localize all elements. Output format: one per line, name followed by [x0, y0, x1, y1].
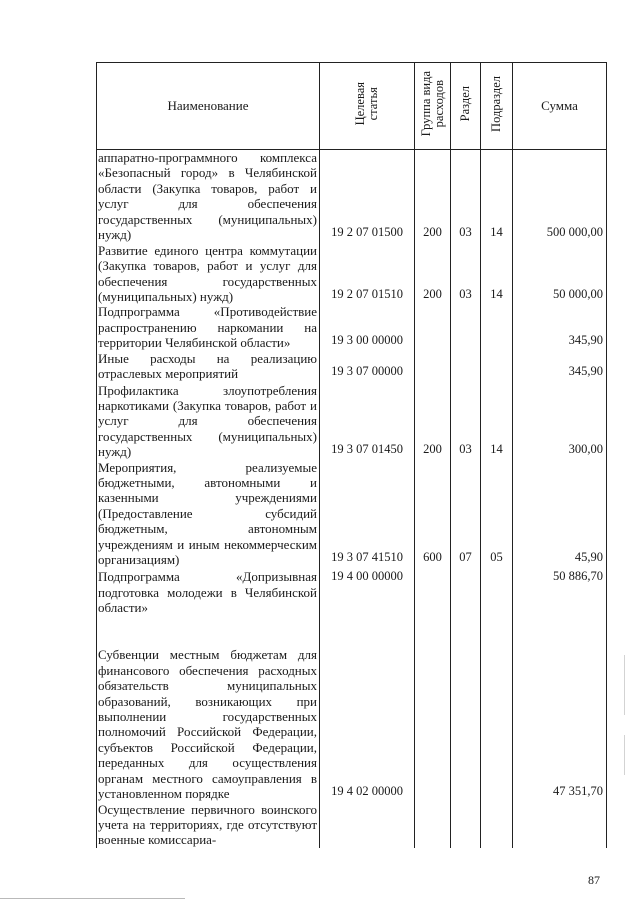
table-row — [97, 382, 607, 460]
table-row — [97, 242, 607, 304]
table-row — [97, 568, 607, 616]
row-name: Профилактика злоупотребления наркотиками (Закупка товаров, работ и услуг для обеспечения государственных (муниципальных) нужд) — [97, 382, 320, 460]
row-expense-group — [415, 802, 451, 848]
row-sum: 300,00 — [513, 382, 607, 460]
scan-edge-mark — [624, 735, 625, 775]
row-expense-group: 200 — [415, 382, 451, 460]
row-expense-group — [415, 616, 451, 802]
scan-edge-mark — [624, 655, 625, 715]
row-target-article: 19 3 07 00000 — [320, 351, 415, 382]
row-section — [451, 304, 481, 350]
page-number: 87 — [588, 873, 600, 887]
row-target-article: 19 3 00 00000 — [320, 304, 415, 350]
budget-table — [96, 62, 607, 848]
table-row — [97, 616, 607, 802]
row-subsection — [481, 568, 513, 616]
row-sum: 50 886,70 — [513, 568, 607, 616]
row-target-article: 19 2 07 01500 — [320, 150, 415, 243]
row-expense-group — [415, 568, 451, 616]
row-subsection — [481, 304, 513, 350]
row-sum: 500 000,00 — [513, 150, 607, 243]
row-target-article — [320, 802, 415, 848]
row-section: 03 — [451, 150, 481, 243]
row-subsection: 14 — [481, 150, 513, 243]
row-section — [451, 351, 481, 382]
header-target-article: Целевая статья — [320, 63, 415, 150]
row-section — [451, 568, 481, 616]
row-target-article: 19 4 02 00000 — [320, 616, 415, 802]
row-section: 03 — [451, 242, 481, 304]
table-row — [97, 460, 607, 568]
row-expense-group: 200 — [415, 150, 451, 243]
header-name: Наименование — [97, 63, 320, 150]
table-row — [97, 351, 607, 382]
row-name: Осуществление первичного воинского учета на территориях, где отсутствуют военные комиссариа- — [97, 802, 320, 848]
row-target-article: 19 3 07 41510 — [320, 460, 415, 568]
row-subsection: 14 — [481, 242, 513, 304]
table-row — [97, 304, 607, 350]
row-sum: 47 351,70 — [513, 616, 607, 802]
row-section: 03 — [451, 382, 481, 460]
row-subsection: 05 — [481, 460, 513, 568]
row-expense-group — [415, 351, 451, 382]
table-row — [97, 802, 607, 848]
row-subsection — [481, 351, 513, 382]
row-target-article: 19 2 07 01510 — [320, 242, 415, 304]
row-name: Иные расходы на реализацию отраслевых мероприятий — [97, 351, 320, 382]
header-section: Раздел — [451, 63, 481, 150]
row-subsection — [481, 802, 513, 848]
row-expense-group: 200 — [415, 242, 451, 304]
row-target-article: 19 4 00 00000 — [320, 568, 415, 616]
row-sum: 50 000,00 — [513, 242, 607, 304]
row-expense-group — [415, 304, 451, 350]
header-sum: Сумма — [513, 63, 607, 150]
row-name: Подпрограмма «Допризывная подготовка молодежи в Челябинской области» — [97, 568, 320, 616]
row-sum: 45,90 — [513, 460, 607, 568]
row-sum: 345,90 — [513, 304, 607, 350]
header-expense-group: Группа вида расходов — [415, 63, 451, 150]
scan-divider-line — [0, 898, 185, 899]
table-header — [97, 63, 607, 150]
row-section: 07 — [451, 460, 481, 568]
row-name: Подпрограмма «Противодействие распространению наркомании на территории Челябинской области» — [97, 304, 320, 350]
row-target-article: 19 3 07 01450 — [320, 382, 415, 460]
row-name: аппаратно-программного комплекса «Безопасный город» в Челябинской области (Закупка товаров, работ и услуг для обеспечения государственных (муниципальных) нужд) — [97, 150, 320, 243]
row-name: Развитие единого центра коммутации (Закупка товаров, работ и услуг для обеспечения государственных (муниципальных) нужд) — [97, 242, 320, 304]
row-sum: 345,90 — [513, 351, 607, 382]
header-subsection: Подраздел — [481, 63, 513, 150]
row-name: Субвенции местным бюджетам для финансового обеспечения расходных обязательств муниципальных образований, возникающих при выполнении государственных полномочий Российской Федерации, субъектов Российской Федерации, переданных для осуществления органам местного самоуправления в установленном порядке — [97, 616, 320, 802]
row-expense-group: 600 — [415, 460, 451, 568]
row-subsection: 14 — [481, 382, 513, 460]
table-body — [97, 150, 607, 848]
row-subsection — [481, 616, 513, 802]
row-name: Мероприятия, реализуемые бюджетными, автономными и казенными учреждениями (Предоставление субсидий бюджетным, автономным учреждениям и иным некоммерческим организациям) — [97, 460, 320, 568]
row-section — [451, 802, 481, 848]
table-row — [97, 150, 607, 243]
row-sum — [513, 802, 607, 848]
row-section — [451, 616, 481, 802]
